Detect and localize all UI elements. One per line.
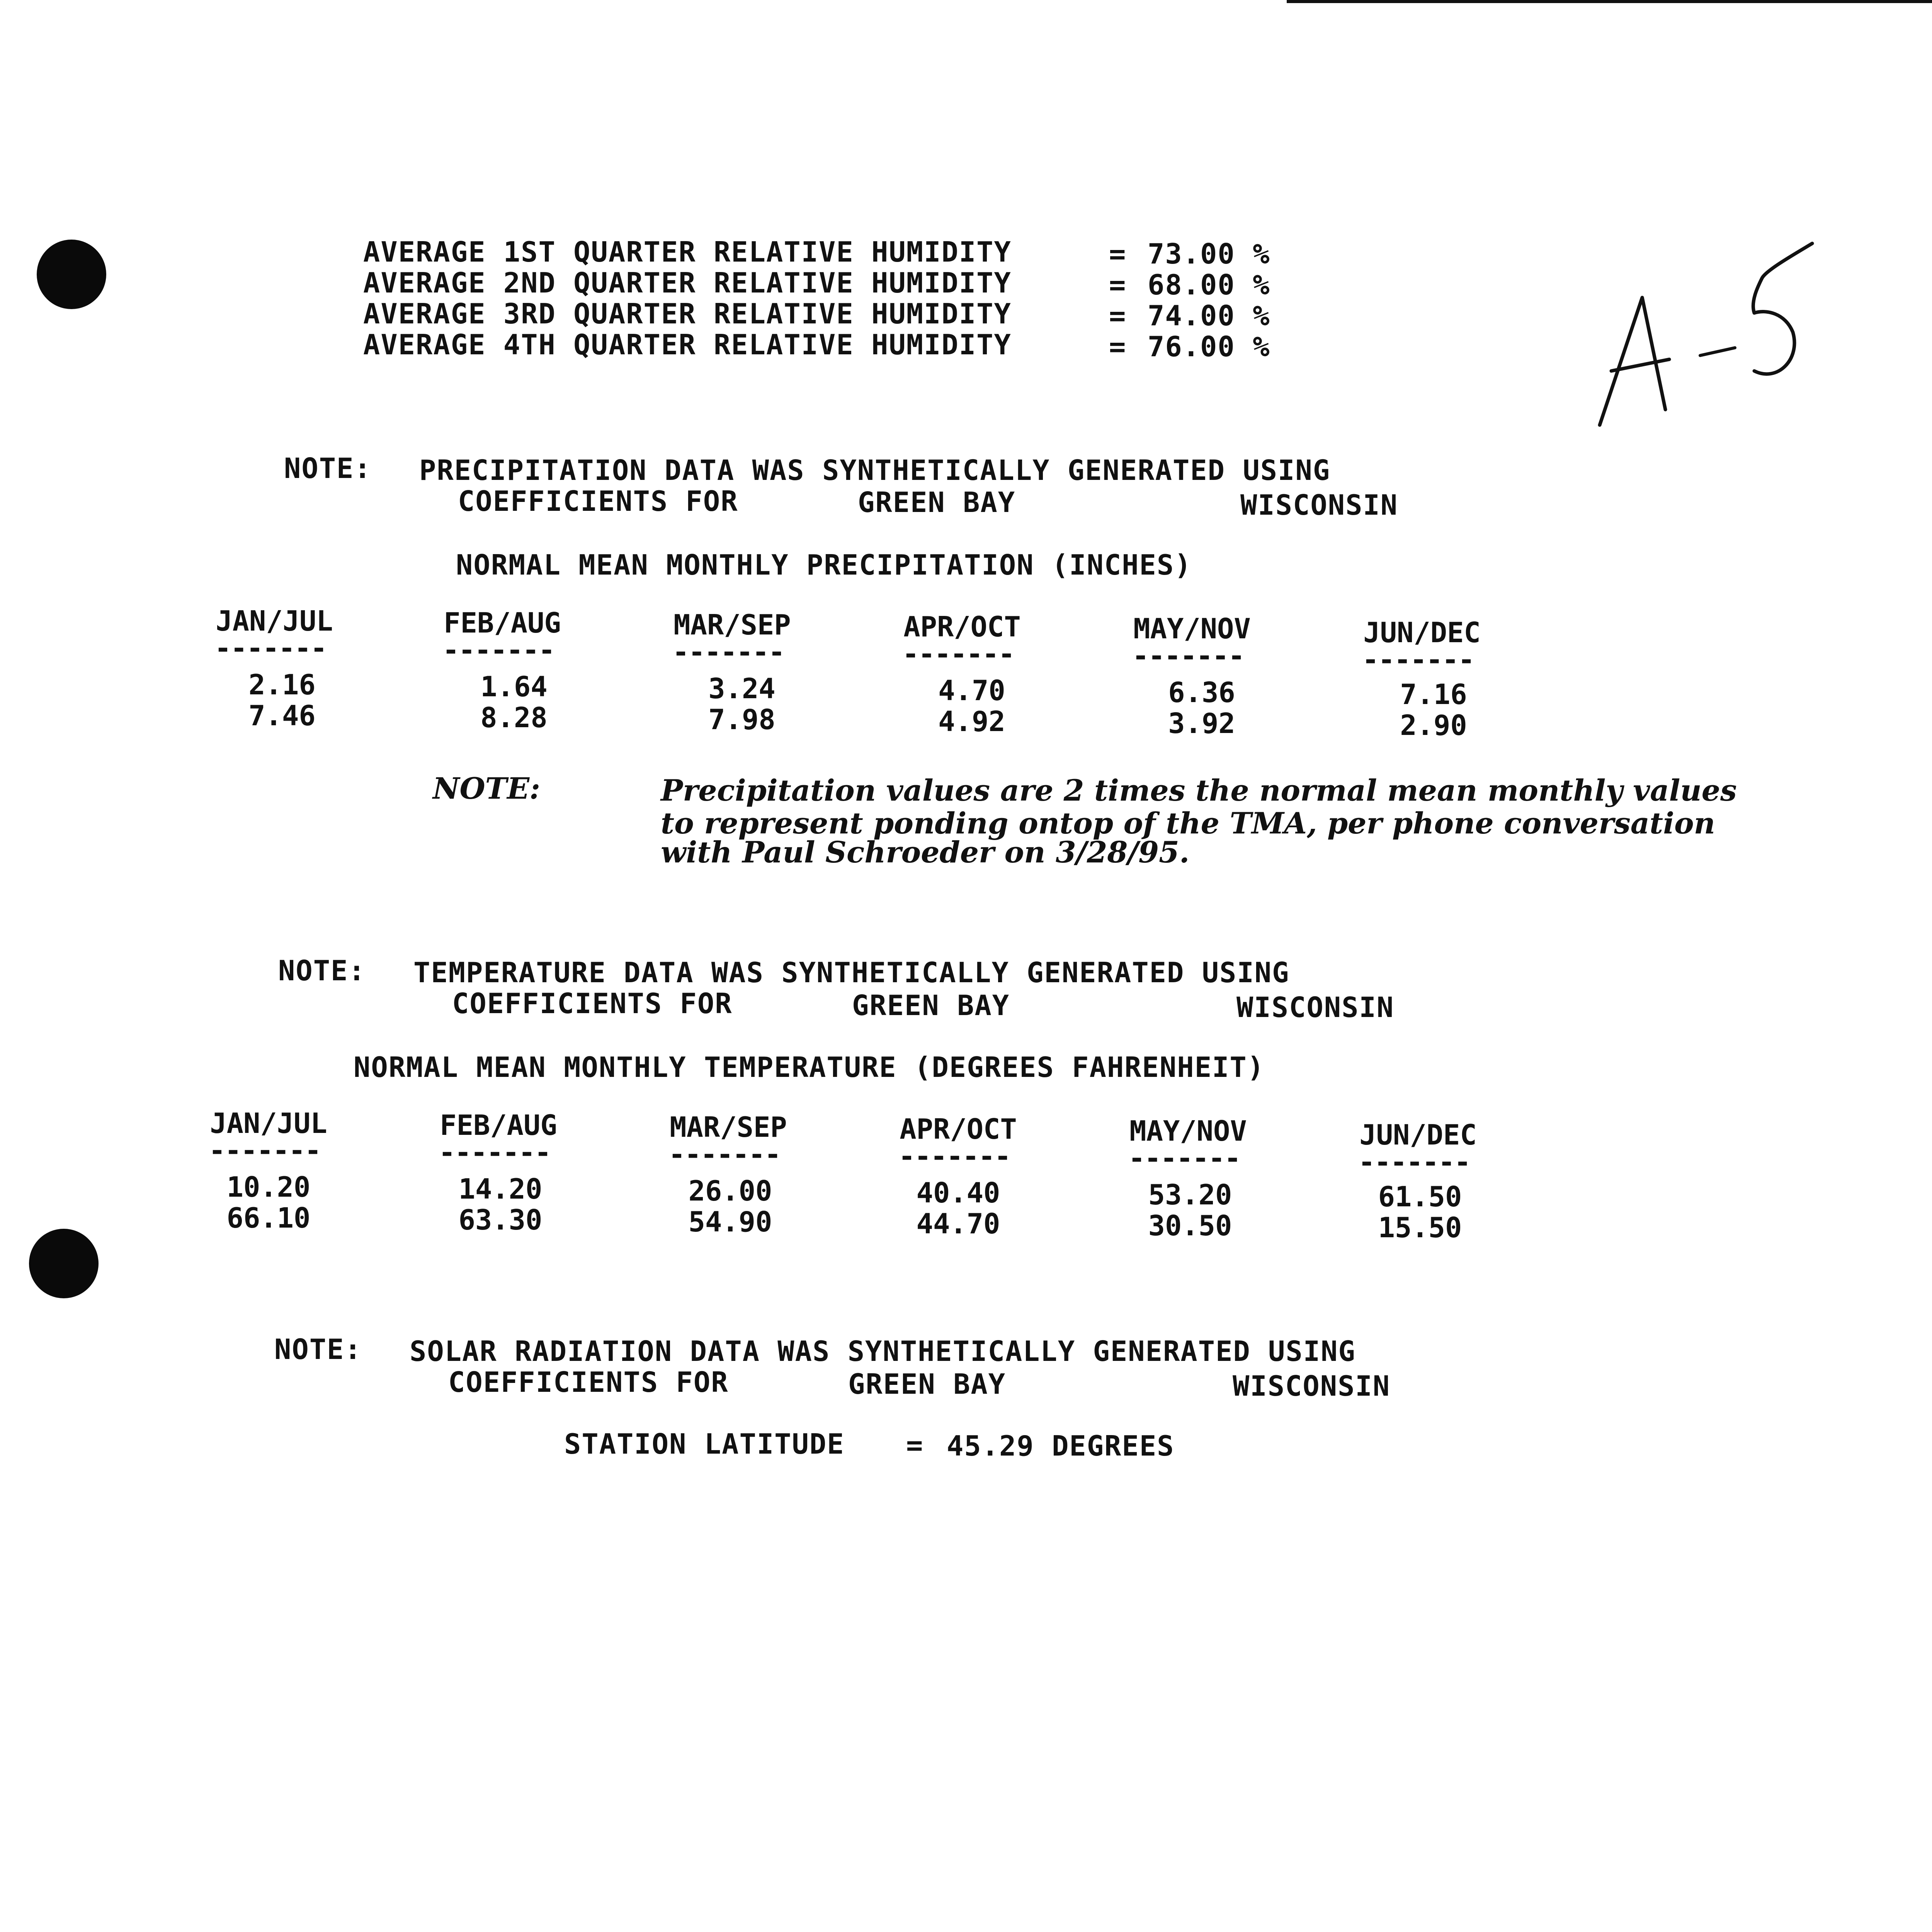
temp-r1-c1: 10.20 (226, 1171, 311, 1203)
humidity-value-1: 73.00 % (1148, 238, 1270, 270)
temp-dash-4: ------- (898, 1140, 1010, 1172)
solar-city: GREEN BAY (848, 1368, 1006, 1400)
precip-r1-c6: 7.16 (1400, 678, 1467, 711)
precip-table-title: NORMAL MEAN MONTHLY PRECIPITATION (INCHES) (456, 549, 1192, 581)
top-edge-rule (1287, 0, 1932, 3)
precip-dash-1: ------- (214, 632, 327, 664)
precip-r2-c1: 7.46 (248, 699, 316, 732)
precip-note-line1: PRECIPITATION DATA WAS SYNTHETICALLY GENERATED USING (419, 454, 1331, 486)
precip-dash-4: ------- (902, 638, 1014, 670)
station-latitude-value: 45.29 DEGREES (947, 1430, 1175, 1462)
precip-header-feb-aug: FEB/AUG (444, 607, 561, 639)
temp-r1-c5: 53.20 (1148, 1179, 1232, 1211)
precip-r2-c6: 2.90 (1400, 709, 1467, 742)
precip-header-may-nov: MAY/NOV (1133, 612, 1251, 645)
precip-city: GREEN BAY (858, 486, 1016, 519)
humidity-label-3: AVERAGE 3RD QUARTER RELATIVE HUMIDITY (363, 298, 1012, 330)
temp-r2-c2: 63.30 (458, 1204, 543, 1236)
humidity-label-4: AVERAGE 4TH QUARTER RELATIVE HUMIDITY (363, 328, 1012, 361)
temp-dash-5: ------- (1128, 1142, 1240, 1174)
precip-note2-line3: with Paul Schroeder on 3/28/95. (661, 835, 1190, 869)
precip-header-jun-dec: JUN/DEC (1363, 616, 1481, 649)
precip-r1-c3: 3.24 (708, 672, 776, 705)
temp-note-label: NOTE: (278, 954, 366, 987)
humidity-eq-1: = (1109, 238, 1127, 270)
precip-state: WISCONSIN (1240, 489, 1398, 521)
humidity-value-2: 68.00 % (1148, 269, 1270, 301)
temp-dash-6: ------- (1358, 1146, 1470, 1178)
temp-note-line1: TEMPERATURE DATA WAS SYNTHETICALLY GENERATED USING (413, 956, 1290, 989)
solar-coeff-label: COEFFICIENTS FOR (448, 1366, 729, 1398)
handwritten-a5-mark (1584, 232, 1835, 440)
precip-r2-c2: 8.28 (480, 701, 548, 734)
humidity-eq-2: = (1109, 269, 1127, 301)
temp-r2-c3: 54.90 (688, 1206, 772, 1238)
temp-r2-c1: 66.10 (226, 1202, 311, 1234)
humidity-value-3: 74.00 % (1148, 299, 1270, 332)
precip-note2-line1: Precipitation values are 2 times the normal mean monthly values (661, 773, 1737, 808)
precip-note2-line2: to represent ponding ontop of the TMA, per phone conversation (661, 806, 1715, 840)
temp-header-may-nov: MAY/NOV (1129, 1115, 1247, 1147)
precip-dash-6: ------- (1362, 643, 1474, 676)
precip-dash-3: ------- (672, 636, 784, 668)
precip-r2-c5: 3.92 (1168, 707, 1235, 740)
solar-note-label: NOTE: (274, 1333, 362, 1366)
humidity-eq-4: = (1109, 330, 1127, 363)
temp-r1-c3: 26.00 (688, 1175, 772, 1207)
temp-r1-c4: 40.40 (916, 1177, 1000, 1209)
humidity-label-1: AVERAGE 1ST QUARTER RELATIVE HUMIDITY (363, 236, 1012, 268)
precip-r1-c2: 1.64 (480, 670, 548, 703)
binder-hole-top (37, 240, 106, 309)
temp-header-apr-oct: APR/OCT (900, 1113, 1017, 1145)
temp-dash-3: ------- (668, 1138, 781, 1170)
precip-r1-c1: 2.16 (248, 668, 316, 701)
humidity-eq-3: = (1109, 299, 1127, 332)
temp-r1-c2: 14.20 (458, 1173, 543, 1205)
temp-state: WISCONSIN (1236, 991, 1395, 1024)
temp-header-mar-sep: MAR/SEP (670, 1111, 787, 1143)
precip-r2-c4: 4.92 (938, 705, 1005, 738)
precip-r1-c4: 4.70 (938, 674, 1005, 707)
temp-city: GREEN BAY (852, 989, 1010, 1022)
solar-state: WISCONSIN (1233, 1370, 1391, 1402)
temp-r2-c5: 30.50 (1148, 1209, 1232, 1242)
binder-hole-middle (29, 1229, 99, 1298)
temp-table-title: NORMAL MEAN MONTHLY TEMPERATURE (DEGREES FAHRENHEIT) (354, 1051, 1265, 1083)
temp-dash-2: ------- (439, 1136, 551, 1168)
precip-r2-c3: 7.98 (708, 703, 776, 736)
precip-header-apr-oct: APR/OCT (903, 611, 1021, 643)
precip-coeff-label: COEFFICIENTS FOR (458, 485, 738, 517)
precip-note-label: NOTE: (284, 452, 372, 485)
precip-header-mar-sep: MAR/SEP (673, 609, 791, 641)
humidity-label-2: AVERAGE 2ND QUARTER RELATIVE HUMIDITY (363, 267, 1012, 299)
precip-dash-5: ------- (1132, 639, 1244, 672)
station-latitude-eq: = (906, 1429, 924, 1461)
station-latitude-label: STATION LATITUDE (564, 1428, 845, 1460)
precip-dash-2: ------- (442, 634, 554, 666)
precip-header-jan-jul: JAN/JUL (216, 605, 333, 637)
temp-r2-c4: 44.70 (916, 1208, 1000, 1240)
precip-note2-label: NOTE: (433, 771, 541, 806)
solar-note-line1: SOLAR RADIATION DATA WAS SYNTHETICALLY GENERATED USING (410, 1335, 1356, 1367)
humidity-value-4: 76.00 % (1148, 330, 1270, 363)
temp-header-jun-dec: JUN/DEC (1359, 1119, 1477, 1151)
temp-dash-1: ------- (209, 1134, 321, 1167)
temp-coeff-label: COEFFICIENTS FOR (452, 987, 733, 1020)
temp-r1-c6: 61.50 (1378, 1180, 1462, 1213)
precip-r1-c5: 6.36 (1168, 676, 1235, 709)
temp-header-jan-jul: JAN/JUL (210, 1107, 327, 1139)
temp-header-feb-aug: FEB/AUG (440, 1109, 557, 1141)
temp-r2-c6: 15.50 (1378, 1211, 1462, 1244)
